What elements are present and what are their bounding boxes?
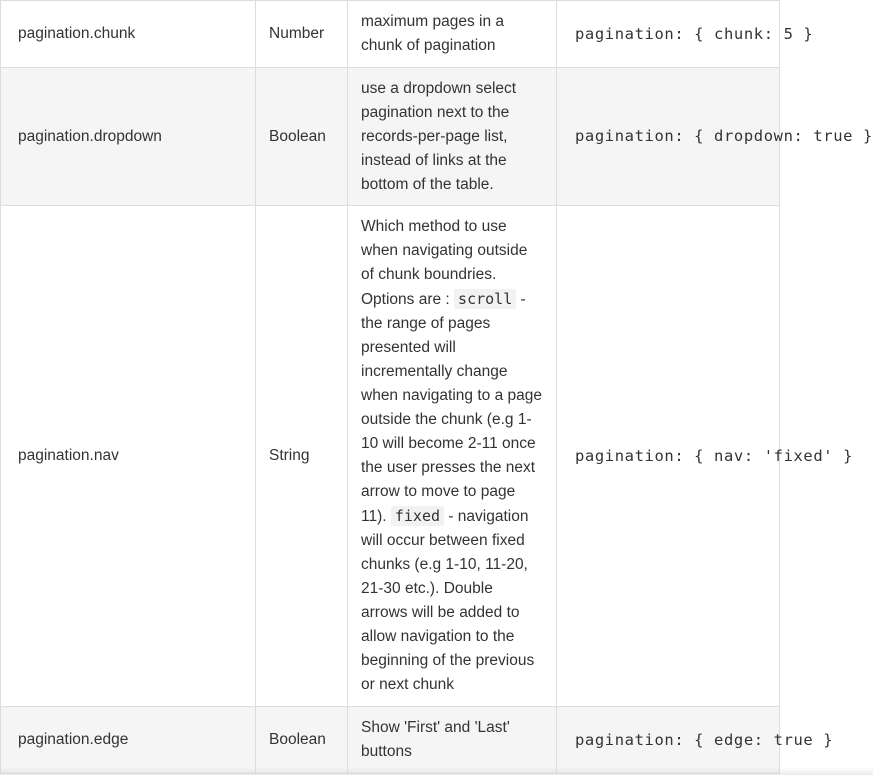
option-type: String [256, 206, 348, 707]
option-name: pagination.chunk [1, 1, 256, 68]
option-description: Show 'First' and 'Last' buttons [348, 707, 557, 774]
option-name: pagination.dropdown [1, 68, 256, 206]
option-type: Boolean [256, 68, 348, 206]
example-code: pagination: { dropdown: true } [575, 127, 873, 145]
option-description: use a dropdown select pagination next to the records-per-page list, instead of links at the bottom of the table. [348, 68, 557, 206]
example-code: pagination: { nav: 'fixed' } [575, 446, 854, 465]
table-row [1, 707, 780, 774]
option-description: maximum pages in a chunk of pagination [348, 1, 557, 68]
option-name: pagination.nav [1, 206, 256, 707]
description-text: Which method to use when navigating outside of chunk boundries. Options are : [361, 218, 528, 308]
option-example [557, 68, 873, 206]
inline-code-scroll: scroll [454, 289, 516, 309]
table-row [1, 68, 780, 206]
option-example [557, 206, 854, 707]
table-row [1, 1, 780, 68]
option-type: Number [256, 1, 348, 68]
example-code: pagination: { edge: true } [575, 730, 834, 749]
option-description [348, 206, 557, 707]
option-type: Boolean [256, 707, 348, 774]
description-text: - navigation will occur between fixed chunks (e.g 1-10, 11-20, 21-30 etc.). Double arrows will be added to allow navigation to the beginning of the previous or next chunk [361, 508, 535, 693]
option-example [557, 707, 834, 774]
example-code: pagination: { chunk: 5 } [575, 24, 814, 43]
option-example [557, 1, 814, 68]
table-row [1, 206, 780, 707]
option-name: pagination.edge [1, 707, 256, 774]
description-text: - the range of pages presented will incrementally change when navigating to a page outside the chunk (e.g 1-10 will become 2-11 once the user presses the next arrow to move to page 11). [361, 291, 542, 525]
inline-code-fixed: fixed [391, 506, 444, 526]
